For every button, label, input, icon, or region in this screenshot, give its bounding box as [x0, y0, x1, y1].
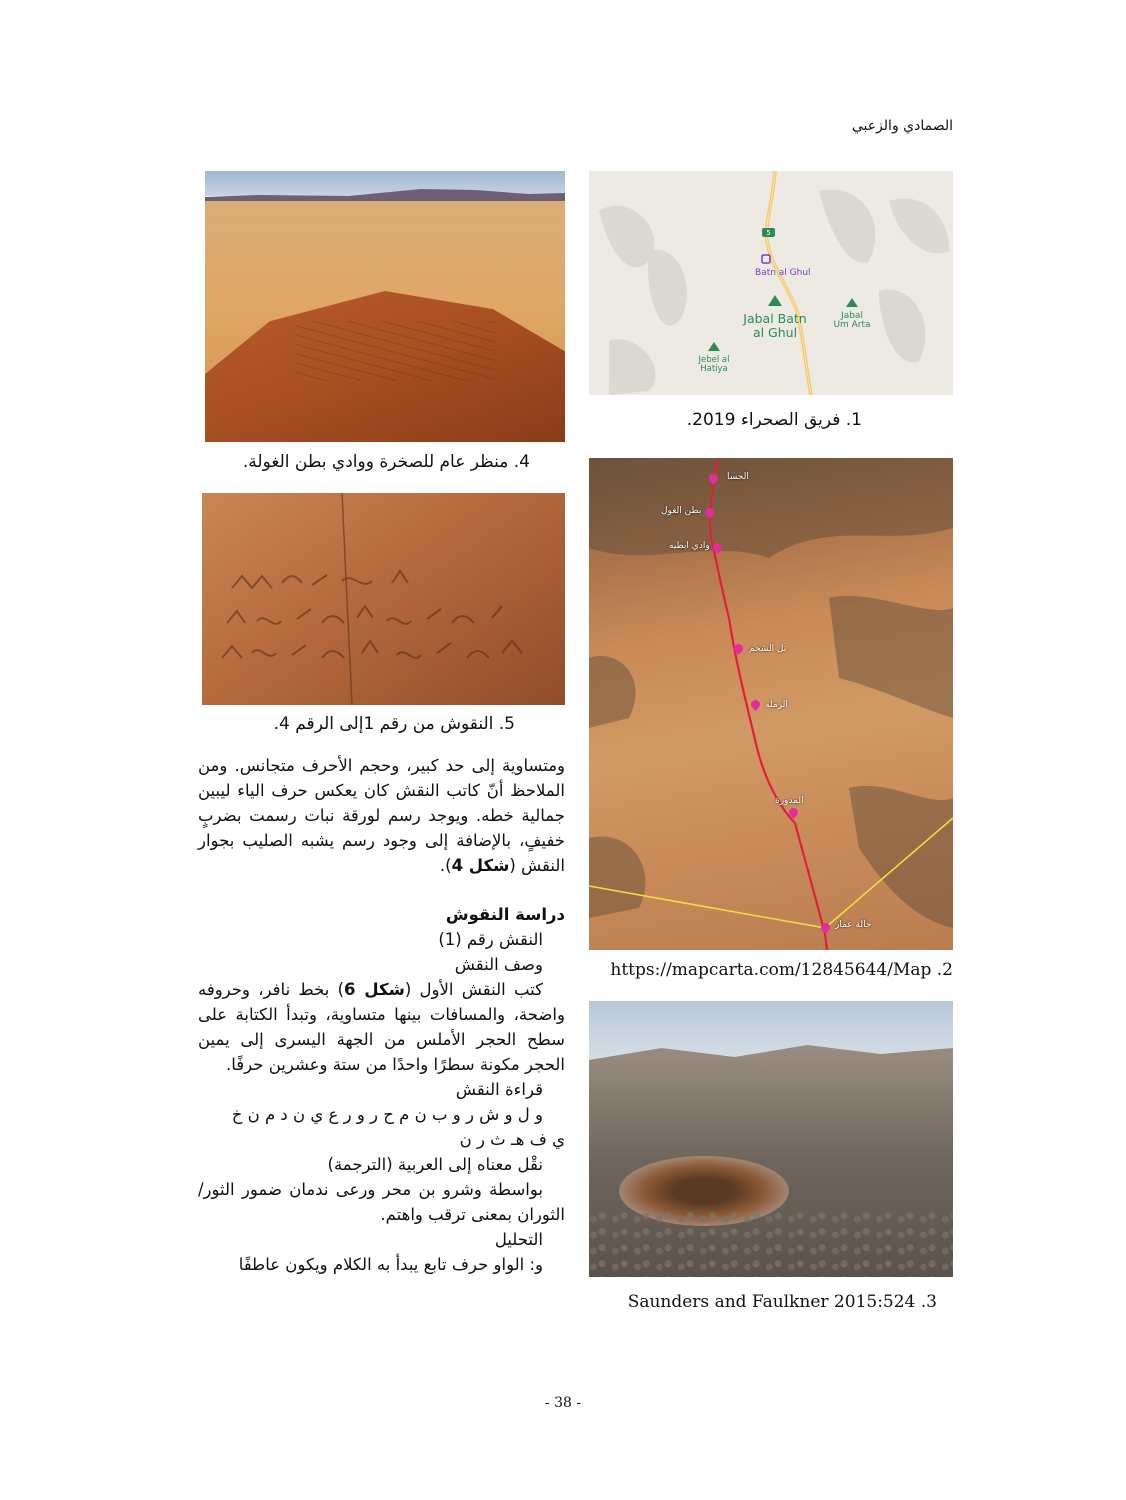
- pin-label: وادي ابطيه: [669, 541, 710, 551]
- pin-label: حالة عمار: [835, 920, 872, 930]
- road-badge: 5: [766, 229, 771, 237]
- peak-label-hatiya: Jebel al Hatiya: [698, 355, 730, 374]
- pin-label: الرملة: [765, 700, 788, 710]
- analysis-text: و: الواو حرف تابع يبدأ به الكلام ويكون عاطفًا: [238, 1255, 543, 1274]
- map-terrain-illustration: [589, 171, 953, 395]
- body-text-column: [198, 753, 565, 1277]
- figure-5-photo: [202, 493, 565, 705]
- peak-label-um-arta: Jabal Um Arta: [833, 311, 871, 330]
- section-heading: دراسة النقوش: [445, 905, 565, 924]
- figure-ref: شكل 6: [344, 980, 405, 999]
- subheading-reading: قراءة النقش: [455, 1080, 543, 1099]
- figure-4-caption: 4. منظر عام للصخرة ووادي بطن الغولة.: [242, 452, 530, 472]
- figure-1-caption: 1. فريق الصحراء 2019.: [686, 410, 862, 430]
- figure-3-photo: [589, 1001, 953, 1277]
- pin-label: المدورة: [775, 796, 804, 806]
- paragraph: ومتساوية إلى حد كبير، وحجم الأحرف متجانس. ومن الملاحظ أنّ كاتب النقش كان يعكس حرف الياء ليبين جمالية خطه. ويوجد رسم لورقة نبات رسمت بضربٍ خفيفٍ، بالإضافة إلى وجود رسم يشبه الصليب بجوار النقش (شكل 4).: [198, 756, 565, 875]
- pin-label: الحسا: [727, 472, 749, 482]
- running-header: الصمادي والزعبي: [851, 118, 953, 134]
- peak-label-batn: Jabal Batn al Ghul: [743, 311, 807, 340]
- poi-label: Batn al Ghul: [755, 268, 811, 278]
- reading-line: ي ف هـ ث ر ن: [459, 1130, 565, 1149]
- figure-4-photo: [205, 171, 565, 442]
- translation-text: بواسطة وشرو بن محر ورعى ندمان ضمور الثور/ الثوران بمعنى ترقب واهتم.: [198, 1180, 565, 1224]
- subheading-translation: نقْل معناه إلى العربية (الترجمة): [327, 1155, 543, 1174]
- page-number: - 38 -: [544, 1395, 582, 1411]
- inscription-texture: [202, 493, 565, 705]
- paragraph: كتب النقش الأول (شكل 6) بخط نافر، وحروفه واضحة، والمسافات بينها متساوية، وتبدأ الكتابة على سطح الحجر الأملس من الجهة اليسرى إلى يمين الحجر مكونة سطرًا واحدًا من ستة وعشرين حرفًا.: [198, 980, 565, 1074]
- figure-3-caption: Saunders and Faulkner 2015:524 .3: [627, 1292, 937, 1312]
- figure-2-caption: https://mapcarta.com/12845644/Map .2: [610, 960, 953, 980]
- pin-label: تل الشحم: [749, 644, 787, 654]
- figure-ref: شكل 4: [451, 856, 510, 875]
- subheading-analysis: التحليل: [494, 1230, 543, 1249]
- figure-1-map: [589, 171, 953, 395]
- inscription-number: النقش رقم (1): [438, 930, 543, 949]
- figure-2-satellite-map: [589, 458, 953, 950]
- pin-label: بطن الغول: [661, 506, 702, 516]
- subheading-description: وصف النقش: [454, 955, 543, 974]
- figure-5-caption: 5. النقوش من رقم 1إلى الرقم 4.: [273, 714, 515, 734]
- reading-line: و ل و ش ر و ب ن م ح ر و ر ع ي ن د م ن خ: [231, 1105, 543, 1124]
